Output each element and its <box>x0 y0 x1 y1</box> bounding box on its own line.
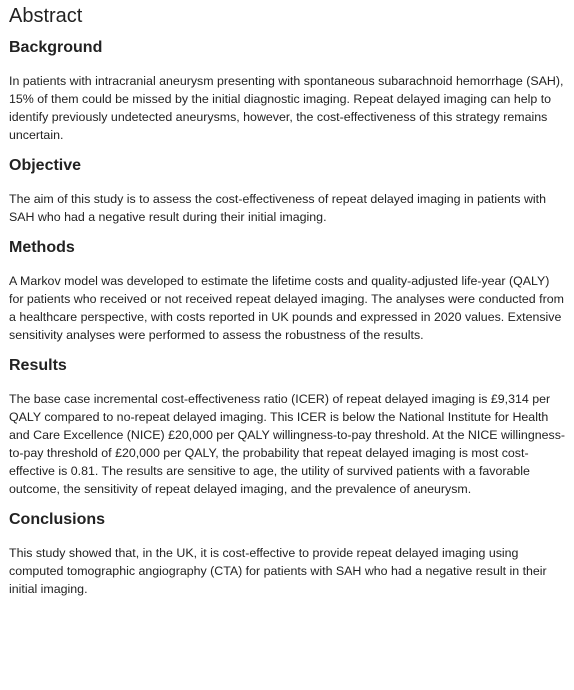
section-conclusions <box>9 510 565 598</box>
section-heading-objective: Objective <box>9 157 82 174</box>
section-heading-conclusions: Conclusions <box>9 511 106 528</box>
section-results <box>9 356 565 498</box>
section-body-conclusions: This study showed that, in the UK, it is cost-effective to provide repeat delayed imaging using computed tomographic angiography (CTA) for patients with SAH who had a negative result in their initial imaging. <box>9 546 547 596</box>
section-objective <box>9 156 565 226</box>
section-background <box>9 38 565 144</box>
section-heading-results: Results <box>9 357 67 374</box>
section-body-methods: A Markov model was developed to estimate the lifetime costs and quality-adjusted life-year (QALY) for patients who received or not received repeat delayed imaging. The analyses were conducted from a healthcare perspective, with costs reported in UK pounds and expressed in 2020 values. Extensive sensitivity analyses were performed to assess the robustness of the results. <box>9 274 564 342</box>
section-methods <box>9 238 565 344</box>
section-body-background: In patients with intracranial aneurysm presenting with spontaneous subarachnoid hemorrhage (SAH), 15% of them could be missed by the initial diagnostic imaging. Repeat delayed imaging can help to identify previously undetected aneurysms, however, the cost-effectiveness of this strategy remains uncertain. <box>9 74 564 142</box>
abstract-title: Abstract <box>9 5 83 27</box>
section-heading-methods: Methods <box>9 239 75 256</box>
section-heading-background: Background <box>9 39 103 56</box>
section-body-results: The base case incremental cost-effectiveness ratio (ICER) of repeat delayed imaging is £9,314 per QALY compared to no-repeat delayed imaging. This ICER is below the National Institute for Health and Care Excellence (NICE) £20,000 per QALY willingness-to-pay threshold. At the NICE willingness-to-pay threshold of £20,000 per QALY, the probability that repeat delayed imaging is most cost-effective is 0.81. The results are sensitive to age, the utility of survived patients with a favorable outcome, the sensitivity of repeat delayed imaging, and the prevalence of aneurysm. <box>9 392 566 496</box>
section-body-objective: The aim of this study is to assess the cost-effectiveness of repeat delayed imaging in patients with SAH who had a negative result during their initial imaging. <box>9 192 546 224</box>
